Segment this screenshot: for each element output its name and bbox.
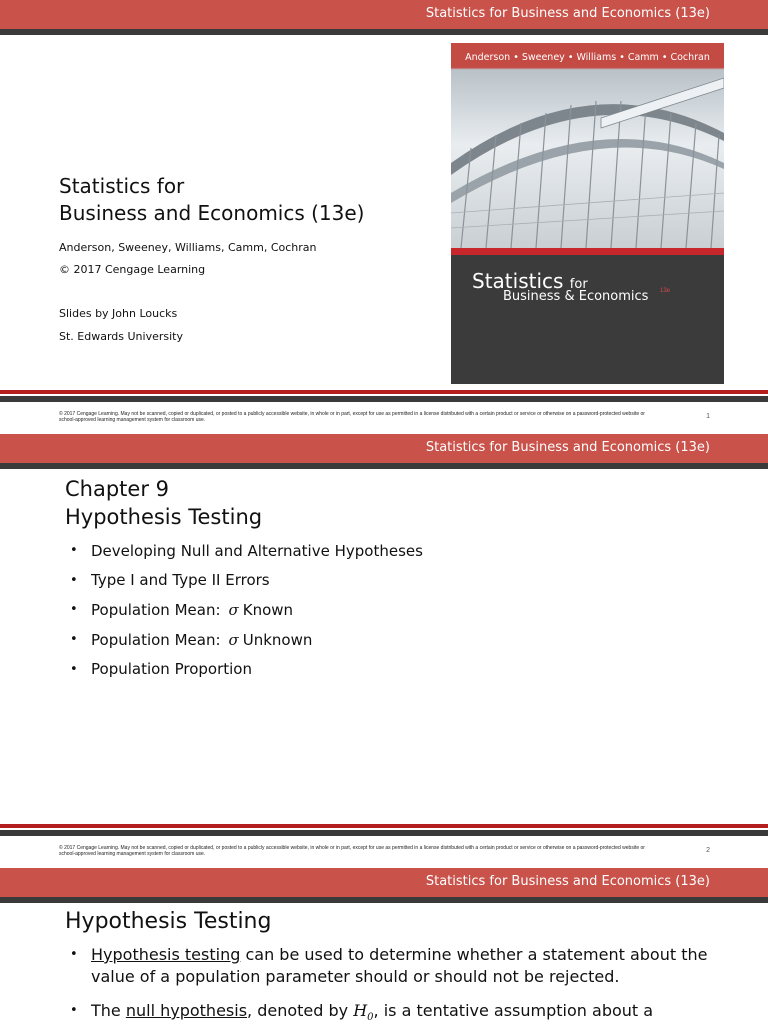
list-item	[70, 566, 423, 596]
slide2-header-title: Statistics for Business and Economics (13e)	[425, 440, 710, 455]
bullet-text: Population Mean:	[91, 600, 221, 619]
bullet-text-rest: , is a tentative assumption about a	[373, 1001, 654, 1020]
bullet-text: Developing Null and Alternative Hypotheses	[91, 541, 423, 560]
sigma-symbol: σ	[228, 630, 239, 649]
bullet-text-pre: The	[91, 1001, 126, 1020]
slide2-heading	[65, 475, 262, 531]
slide1-footer-dark-strip	[0, 396, 768, 402]
list-item	[70, 944, 730, 988]
slide1-footer-red-strip	[0, 390, 768, 394]
slide2-page-number: 2	[706, 847, 710, 854]
slide1-university: St. Edwards University	[59, 330, 183, 343]
slide2-title: Hypothesis Testing	[65, 505, 263, 529]
slide1-header-title: Statistics for Business and Economics (13e)	[425, 6, 710, 21]
bullet-icon: •	[70, 661, 78, 677]
slide2-header-strip	[0, 463, 768, 469]
slide1-page-number: 1	[706, 413, 710, 420]
slide2-bullet-list	[70, 536, 423, 684]
slide3-bullet-list	[70, 944, 730, 1024]
bullet-text	[91, 1000, 653, 1024]
cover-architecture-image	[451, 43, 724, 248]
slide1-title-line2: Business and Economics (13e)	[59, 201, 365, 225]
book-cover	[451, 43, 724, 384]
slide2-header-bar	[0, 434, 768, 463]
list-item	[70, 536, 423, 566]
slide3-header-strip	[0, 897, 768, 903]
h-subscript: 0	[367, 1012, 374, 1024]
cover-red-band	[451, 248, 724, 255]
slide1-title-line1: Statistics for	[59, 174, 185, 198]
h-letter: H	[353, 1001, 368, 1020]
bullet-icon: •	[70, 602, 78, 618]
slide1-title	[59, 173, 365, 227]
slide1-header-strip	[0, 29, 768, 35]
slide3-title: Hypothesis Testing	[65, 909, 272, 934]
slide1-header-bar	[0, 0, 768, 29]
term-hypothesis-testing: Hypothesis testing	[91, 945, 241, 964]
list-item	[70, 1000, 730, 1024]
cover-title-for: for	[569, 277, 588, 292]
slide1-copyright: © 2017 Cengage Learning. May not be scanned, copied or duplicated, or posted to a publicly accessible website, in whole or in part, except for use as permitted in a license distributed with a certain product or service or otherwise on a password-protected website or school-approved learning management system for classroom use.	[59, 411, 645, 423]
list-item	[70, 654, 423, 684]
term-null-hypothesis: null hypothesis	[125, 1001, 248, 1020]
bullet-icon: •	[70, 543, 78, 559]
bullet-text-suffix: Known	[242, 600, 294, 619]
list-item	[70, 595, 423, 625]
h0-symbol	[353, 1001, 374, 1024]
bullet-icon: •	[70, 947, 78, 962]
slide2-footer-red-strip	[0, 824, 768, 828]
list-item	[70, 625, 423, 655]
slide3-header-bar	[0, 868, 768, 897]
cover-title-main: Statistics	[472, 269, 564, 293]
slide2-chapter: Chapter 9	[65, 477, 169, 501]
bullet-text-rest: can be used to determine whether a statement about the value of a population parameter should or should not be rejected.	[91, 945, 708, 986]
bullet-text	[91, 944, 730, 988]
slide3-header-title: Statistics for Business and Economics (13e)	[425, 874, 710, 889]
bullet-icon: •	[70, 572, 78, 588]
slide1-authors: Anderson, Sweeney, Williams, Camm, Cochran	[59, 241, 317, 254]
slide2-copyright: © 2017 Cengage Learning. May not be scanned, copied or duplicated, or posted to a publicly accessible website, in whole or in part, except for use as permitted in a license distributed with a certain product or service or otherwise on a password-protected website or school-approved learning management system for classroom use.	[59, 845, 645, 857]
bullet-text: Type I and Type II Errors	[91, 571, 270, 590]
sigma-symbol: σ	[228, 600, 239, 619]
cover-subtitle: Business & Economics	[503, 289, 649, 304]
slide1-slides-by: Slides by John Loucks	[59, 307, 178, 320]
bullet-text-suffix: Unknown	[242, 630, 313, 649]
cover-authors: Anderson • Sweeney • Williams • Camm • Cochran	[465, 52, 710, 63]
slide1-publisher: © 2017 Cengage Learning	[59, 263, 206, 276]
bullet-text: Population Proportion	[91, 660, 252, 679]
slide2-footer-dark-strip	[0, 830, 768, 836]
cover-edition: 13e	[660, 288, 671, 294]
bullet-text-mid: , denoted by	[247, 1001, 354, 1020]
bullet-icon: •	[70, 1003, 78, 1018]
bullet-icon: •	[70, 632, 78, 648]
bullet-text: Population Mean:	[91, 630, 221, 649]
